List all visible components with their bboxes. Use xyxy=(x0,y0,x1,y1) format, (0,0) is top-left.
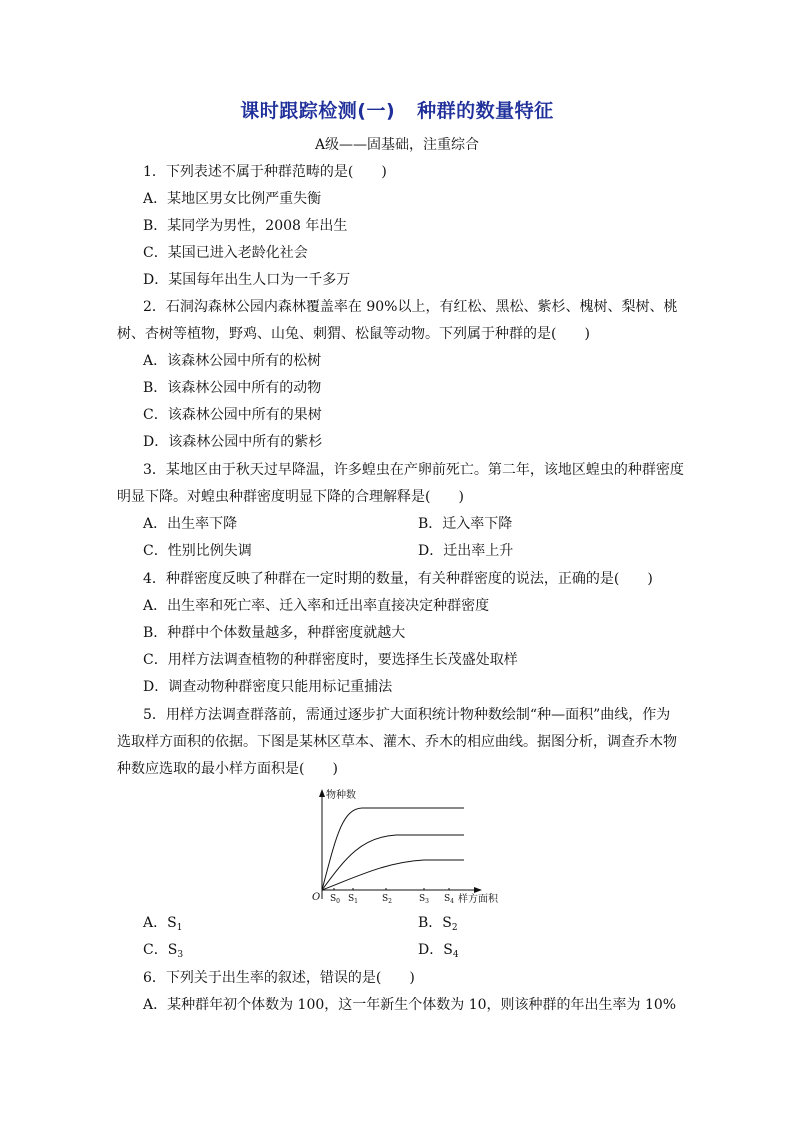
q2-option-d: D．该森林公园中所有的紫杉 xyxy=(143,434,323,450)
q2-option-b: B．该森林公园中所有的动物 xyxy=(143,380,322,396)
origin-label: O xyxy=(312,892,321,903)
q2-option-a: A．该森林公园中所有的松树 xyxy=(143,353,322,369)
x-axis-label: 样方面积 xyxy=(458,894,498,905)
question-5-stem-line-2: 选取样方面积的依据。下图是某林区草本、灌木、乔木的相应曲线。据图分析，调查乔木物 xyxy=(117,734,677,750)
q4-option-c: C．用样方法调查植物的种群密度时，要选择生长茂盛处取样 xyxy=(143,652,518,668)
q5-option-d: D．$S_4$ xyxy=(418,942,459,960)
curve-tree xyxy=(322,860,464,890)
curve-herb xyxy=(322,808,464,890)
question-5-stem-line-3: 种数应选取的最小样方面积是( ) xyxy=(117,761,338,777)
tick-label-s0: $S_0$ xyxy=(330,894,340,905)
tick-label-s2: $S_2$ xyxy=(382,894,392,905)
question-3-stem-line-1: 3．某地区由于秋天过早降温，许多蝗虫在产卵前死亡。第二年，该地区蝗虫的种群密度 xyxy=(143,462,684,478)
q5-option-b: B．$S_2$ xyxy=(418,915,458,933)
tick-label-s4: $S_4$ xyxy=(444,894,454,905)
q1-option-b: B．某同学为男性，2008 年出生 xyxy=(143,218,348,234)
y-axis-arrow xyxy=(319,789,325,797)
q3-option-c: C．性别比例失调 xyxy=(143,543,252,559)
q3-option-d: D．迁出率上升 xyxy=(418,543,514,559)
q6-option-a: A．某种群年初个体数为 100，这一年新生个体数为 10，则该种群的年出生率为 10% xyxy=(143,997,677,1013)
tick-label-s3: $S_3$ xyxy=(419,894,429,905)
species-area-curve-figure xyxy=(306,787,512,907)
question-2-stem-line-2: 树、杏树等植物，野鸡、山兔、刺猬、松鼠等动物。下列属于种群的是( ) xyxy=(117,326,590,342)
tick-label-s1: $S_1$ xyxy=(348,894,358,905)
question-5-stem-line-1: 5．用样方法调查群落前，需通过逐步扩大面积统计物种数绘制“种—面积”曲线，作为 xyxy=(143,707,671,723)
x-axis-arrow xyxy=(474,887,482,893)
q4-option-b: B．种群中个体数量越多，种群密度就越大 xyxy=(143,625,406,641)
section-heading: A级——固基础，注重综合 xyxy=(314,137,480,153)
q4-option-d: D．调查动物种群密度只能用标记重捕法 xyxy=(143,679,393,695)
q5-option-a: A．$S_1$ xyxy=(143,915,183,933)
question-6-stem: 6．下列关于出生率的叙述，错误的是( ) xyxy=(143,970,415,986)
q2-option-c: C．该森林公园中所有的果树 xyxy=(143,407,322,423)
page-title-main: 课时跟踪检测(一) xyxy=(240,100,396,122)
q3-option-a: A．出生率下降 xyxy=(143,516,238,532)
q1-option-a: A．某地区男女比例严重失衡 xyxy=(143,191,322,207)
question-1-stem: 1．下列表述不属于种群范畴的是( ) xyxy=(143,164,387,180)
question-4-stem: 4．种群密度反映了种群在一定时期的数量，有关种群密度的说法，正确的是( ) xyxy=(143,571,653,587)
page-title-sub: 种群的数量特征 xyxy=(417,100,554,122)
q3-option-b: B．迁入率下降 xyxy=(418,516,513,532)
q4-option-a: A．出生率和死亡率、迁入率和迁出率直接决定种群密度 xyxy=(143,598,490,614)
q1-option-d: D．某国每年出生人口为一千多万 xyxy=(143,272,351,288)
y-axis-label: 物种数 xyxy=(326,790,356,801)
question-3-stem-line-2: 明显下降。对蝗虫种群密度明显下降的合理解释是( ) xyxy=(117,489,464,505)
q5-option-c: C．$S_3$ xyxy=(143,942,184,960)
question-2-stem-line-1: 2．石洞沟森林公园内森林覆盖率在 90%以上，有红松、黑松、紫杉、槐树、梨树、桃 xyxy=(143,299,678,315)
q1-option-c: C．某国已进入老龄化社会 xyxy=(143,245,308,261)
page-title xyxy=(0,96,794,123)
